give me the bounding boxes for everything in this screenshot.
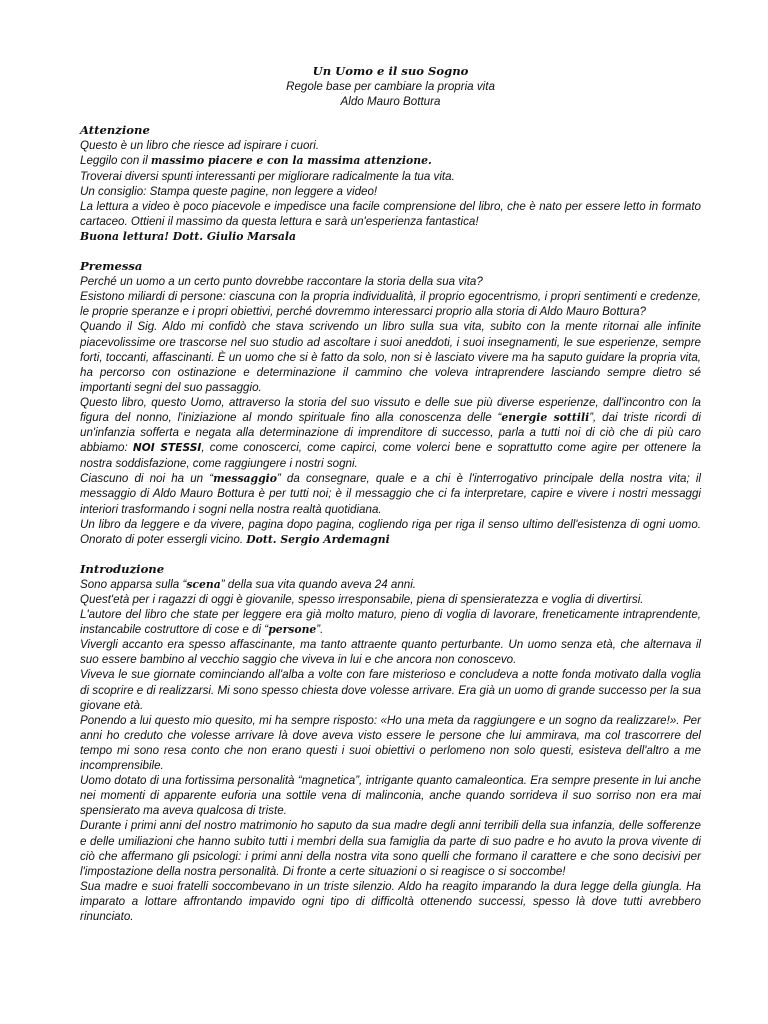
paragraph: La lettura a video è poco piacevole e impedisce una facile comprensione del libro, che è nato per essere letto in formato cartaceo. Ottieni il massimo da questa lettura e sarà un'esperienza fantastica!: [80, 199, 701, 228]
paragraph: [80, 471, 701, 516]
text-run: Leggilo con il: [80, 154, 151, 168]
bold-text: messaggio: [213, 472, 277, 486]
text-run: Un libro da leggere e da vivere, pagina dopo pagina, cogliendo riga per riga il senso ultimo dell'esistenza di ogni uomo. Onorato di poter essergli vicino.: [80, 517, 701, 546]
bold-text: NOI STESSI: [132, 442, 202, 455]
text-run: Questo libro, questo Uomo, attraverso la storia del suo vissuto e delle sue più diverse esperienze, dall'incontro con la figura del nonno, l'iniziazione al mondo spirituale fino alla conoscenza delle “: [80, 395, 701, 424]
paragraph: Ponendo a lui questo mio quesito, mi ha sempre risposto: «Ho una meta da raggiungere e un sogno da realizzare!». Per anni ho creduto che volesse arrivare là dove aveva visto essere le persone che lui ammirava, ma col trascorrere del tempo mi sono resa conto che non erano questi i suoi obiettivi o perlomeno non solo questi, esisteva dell'altro a me incomprensibile.: [80, 713, 701, 773]
bold-text: persone: [268, 623, 317, 637]
bold-text: massimo piacere e con la massima attenzione.: [150, 154, 432, 168]
section-heading-premessa: Premessa: [80, 259, 143, 274]
section-heading-introduzione: Introduzione: [80, 561, 165, 576]
section-heading-attenzione: Attenzione: [80, 123, 150, 138]
bold-text: energie sottili: [501, 410, 590, 424]
text-run: Sono apparsa sulla “: [80, 577, 187, 591]
document-author: Aldo Mauro Bottura: [340, 95, 441, 109]
paragraph: [80, 577, 701, 592]
paragraph: Perché un uomo a un certo punto dovrebbe raccontare la storia della sua vita?: [80, 275, 483, 289]
text-run: ”.: [316, 623, 324, 637]
paragraph: Sua madre e suoi fratelli soccombevano in un triste silenzio. Aldo ha reagito imparando la dura legge della giungla. Ha imparato a lottare affrontando impavido ogni tipo di difficoltà ottenendo successi, spesso là dove tutti avrebbero rinunciato.: [80, 879, 701, 923]
paragraph: Vivergli accanto era spesso affascinante, ma tanto attraente quanto perturbante. Un uomo senza età, che alternava il suo essere bambino al vecchio saggio che viveva in lui e che ancora non conoscevo.: [80, 638, 701, 667]
document-subtitle: Regole base per cambiare la propria vita: [286, 80, 495, 94]
paragraph: Viveva le sue giornate cominciando all'alba a volte con fare misterioso e concludeva a notte fonda motivato dalla voglia di scoprire e di realizzarsi. Mi sono spesso chiesta dove volesse arrivare. Era già un uomo di grande successo per la sua giovane età.: [80, 668, 701, 712]
paragraph: Uomo dotato di una fortissima personalità “magnetica”, intrigante quanto camaleontica. Era sempre presente in lui anche nei momenti di apparente euforia una sottile vena di malinconia, anche quando sorrideva il suo sorriso non era mai spensierato ma aveva qualcosa di triste.: [80, 774, 701, 818]
paragraph: [80, 607, 701, 637]
document-page: [80, 64, 701, 924]
signature-marsala: Buona lettura! Dott. Giulio Marsala: [80, 229, 296, 243]
paragraph: Un consiglio: Stampa queste pagine, non leggere a video!: [80, 184, 378, 198]
text-run: ” da consegnare, quale e a chi è l'interrogativo principale della nostra vita; il messaggio di Aldo Mauro Bottura è per tutti noi; è il messaggio che ci fa interpretare, capire e vivere i nostri messaggi interiori trasformando i sogni nella nostra realtà quotidiana.: [80, 472, 701, 516]
paragraph: Questo è un libro che riesce ad ispirare i cuori.: [80, 139, 320, 153]
document-title: Un Uomo e il suo Sogno: [312, 64, 469, 78]
text-run: ”, dai triste ricordi di un'infanzia sofferta e negata alla determinazione di imprenditore di successo, parla a tutti noi di ciò che di più caro abbiamo:: [80, 410, 701, 455]
text-run: ” della sua vita quando aveva 24 anni.: [220, 577, 417, 591]
paragraph: Quando il Sig. Aldo mi confidò che stava scrivendo un libro sulla sua vita, subito con la mente ritornai alle infinite piacevolissime ore trascorse nel suo studio ad ascoltare i suoi aneddoti, i suoi insegnamenti, le sue esperienze, sempre forti, toccanti, affascinanti. È un uomo che si è fatto da solo, non si è lasciato vivere ma ha saputo guidare la propria vita, ha percorso con ostinazione e determinazione il cammino che voleva intraprendere lasciando sempre dietro sé importanti segni del suo passaggio.: [80, 320, 701, 394]
bold-text: scena: [186, 577, 221, 591]
text-run: Ciascuno di noi ha un “: [80, 472, 214, 486]
text-run: , come conoscerci, come capirci, come volerci bene e soprattutto come agire per ottenere la nostra soddisfazione, come raggiungere i nostri sogni.: [80, 441, 701, 471]
paragraph: [80, 517, 701, 547]
signature-ardemagni: Dott. Sergio Ardemagni: [246, 532, 390, 546]
paragraph: [80, 153, 701, 168]
paragraph: Esistono miliardi di persone: ciascuna con la propria individualità, il proprio egocentrismo, i propri sentimenti e credenze, le proprie speranze e i propri obiettivi, perché dovremmo interessarci proprio alla storia di Aldo Mauro Bottura?: [80, 290, 701, 319]
paragraph: Quest'età per i ragazzi di oggi è giovanile, spesso irresponsabile, piena di spensieratezza e voglia di divertirsi.: [80, 593, 644, 606]
paragraph: Troverai diversi spunti interessanti per migliorare radicalmente la tua vita.: [80, 169, 455, 183]
paragraph: [80, 395, 701, 471]
paragraph: Durante i primi anni del nostro matrimonio ho saputo da sua madre degli anni terribili della sua infanzia, delle sofferenze e delle umiliazioni che hanno subito tutti i membri della sua famiglia da parte di suo padre e ho avuto la prova vivente di ciò che affermano gli psicologi: i primi anni della nostra vita sono quelli che formano il carattere e che sono decisivi per l'impostazione della nostra personalità. Di fronte a certe situazioni o si reagisce o si soccombe!: [80, 819, 701, 878]
text-run: L'autore del libro che state per leggere era già molto maturo, pieno di voglia di lavorare, freneticamente intraprendente, instancabile costruttore di cose e di “: [80, 608, 701, 637]
